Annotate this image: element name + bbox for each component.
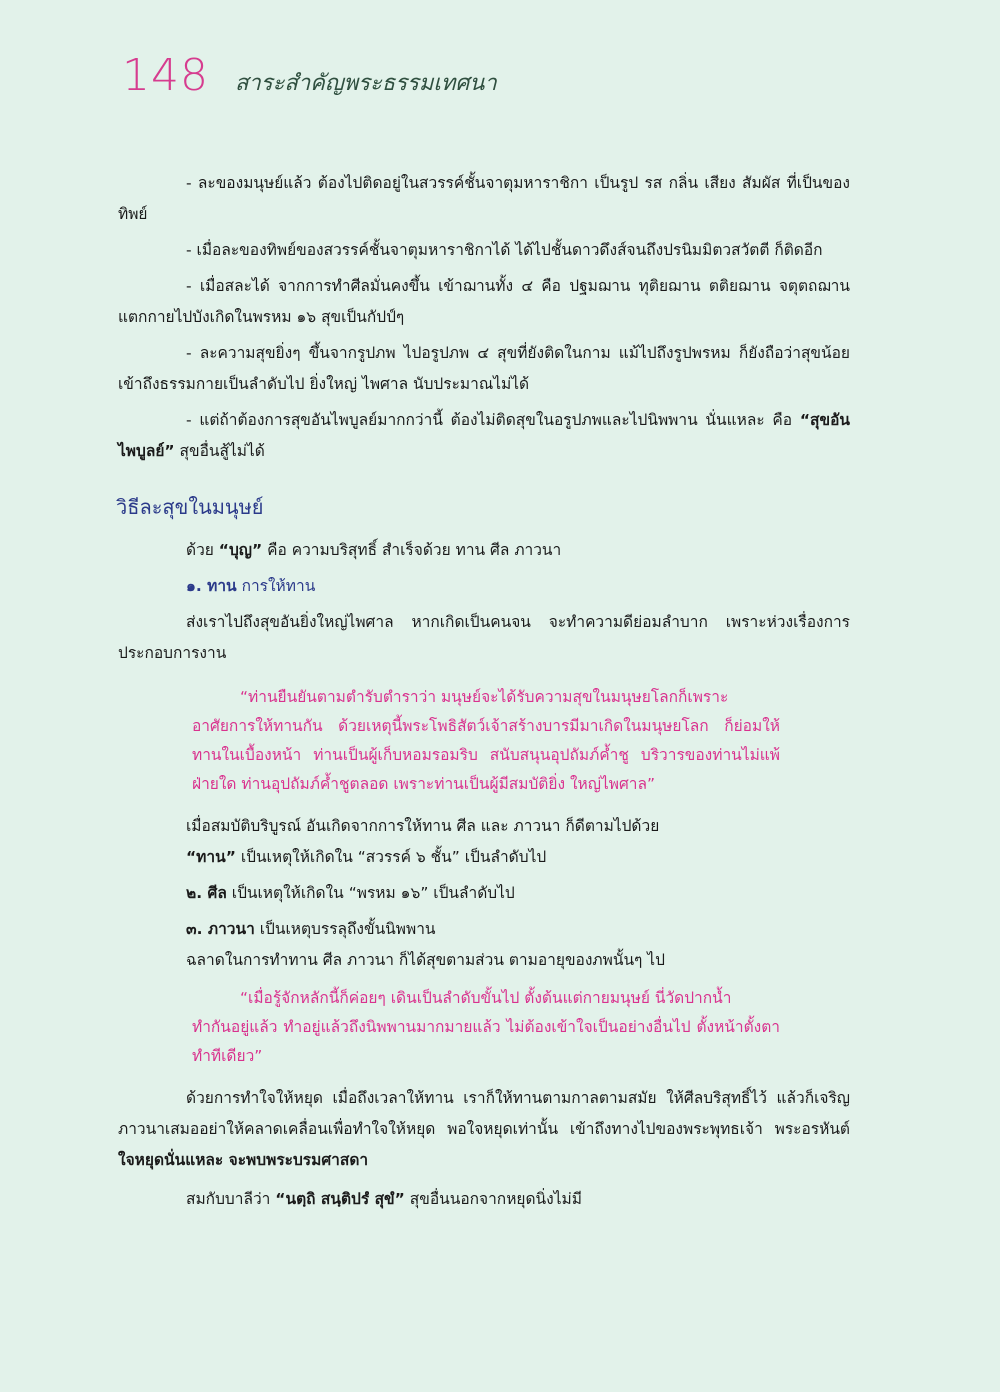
book-title: สาระสำคัญพระธรรมเทศนา (234, 71, 497, 96)
pali-quote: “นตฺถิ สนฺติปรํ สุขํ” (275, 1190, 405, 1208)
item-2 (118, 878, 850, 909)
item-2-text: เป็นเหตุให้เกิดใน “พรหม ๑๖” เป็นลำดับไป (226, 884, 515, 902)
quote-1 (192, 683, 780, 799)
item-2-label: ๒. ศีล (186, 884, 227, 902)
final-tail: สุขอื่นนอกจากหยุดนิ่งไม่มี (404, 1190, 582, 1208)
intro-tail: คือ ความบริสุทธิ์ สำเร็จด้วย ทาน ศีล ภาวนา (262, 541, 562, 559)
final-paragraph (118, 1184, 850, 1215)
dana-result-text: เป็นเหตุให้เกิดใน “สวรรค์ ๖ ชั้น” เป็นลำดับไป (235, 848, 547, 866)
dana-label: “ทาน” (186, 848, 236, 866)
intro-text: ด้วย (186, 541, 219, 559)
paragraph-3: - เมื่อสละได้ จากการทำศีลมั่นคงขึ้น เข้าฌานทั้ง ๔ คือ ปฐมฌาน ทุติยฌาน ตติยฌาน จตุตถฌาน แตกกายไปบังเกิดในพรหม ๑๖ สุขเป็นกัปป์ๆ (118, 277, 850, 326)
item-3-text: เป็นเหตุบรรลุถึงขั้นนิพพาน (254, 920, 436, 938)
paragraph-5-text: - แต่ถ้าต้องการสุขอันไพบูลย์มากกว่านี้ ต้องไม่ติดสุขในอรูปภพและไปนิพพาน นั่นแหละ คือ (186, 411, 793, 429)
quote-1-body: อาศัยการให้ทานกัน ด้วยเหตุนี้พระโพธิสัตว์เจ้าสร้างบารมีมาเกิดในมนุษยโลก ก็ย่อมให้ทานในเบื้องหน้า ท่านเป็นผู้เก็บหอมรอมริบ สนับสนุนอุปถัมภ์ค้ำชู บริวารของท่านไม่แพ้ฝ่ายใด ท่านอุปถัมภ์ค้ำชูตลอด เพราะท่านเป็นผู้มีสมบัติยิ่ง ใหญ่ไพศาล” (192, 717, 780, 793)
item-1-description: ส่งเราไปถึงสุขอันยิ่งใหญ่ไพศาล หากเกิดเป็นคนจน จะทำความดีย่อมลำบาก เพราะห่วงเรื่องการประกอบการงาน (118, 613, 850, 662)
paragraph-1: - ละของมนุษย์แล้ว ต้องไปติดอยู่ในสวรรค์ชั้นจาตุมหาราชิกา เป็นรูป รส กลิ่น เสียง สัมผัส ที่เป็นของทิพย์ (118, 174, 850, 223)
section-title: วิธีละสุขในมนุษย์ (116, 495, 264, 519)
item-1-title: การให้ทาน (236, 577, 316, 595)
dana-result (118, 842, 850, 873)
intro-emphasis: “บุญ” (218, 541, 263, 559)
item-3-description: ฉลาดในการทำทาน ศีล ภาวนา ก็ได้สุขตามส่วน ตามอายุของภพนั้นๆ ไป (186, 951, 665, 969)
paragraph-5-emphasis: “สุขอันไพบูลย์” (118, 411, 850, 460)
paragraph-2: - เมื่อละของทิพย์ของสวรรค์ชั้นจาตุมหาราชิกาได้ ได้ไปชั้นดาวดึงส์จนถึงปรนิมมิตวสวัตตี ก็ติดอีก (186, 241, 823, 259)
closing-emphasis: ใจหยุดนั่นแหละ จะพบพระบรมศาสดา (118, 1151, 369, 1169)
item-3-label: ๓. ภาวนา (186, 920, 255, 938)
item-1-label: ๑. ทาน (186, 577, 237, 595)
page-body (118, 168, 850, 1215)
page-number: 148 (122, 50, 209, 101)
paragraph-5 (118, 405, 850, 467)
closing-text: ด้วยการทำใจให้หยุด เมื่อถึงเวลาให้ทาน เราก็ให้ทานตามกาลตามสมัย ให้ศีลบริสุทธิ์ไว้ แล้วก็เจริญภาวนาเสมออย่าให้คลาดเคลื่อนเพื่อทำใจให้หยุด พอใจหยุดเท่านั้น เข้าถึงทางไปของพระพุทธเจ้า พระอรหันต์ (118, 1089, 850, 1138)
quote-2 (192, 984, 780, 1071)
final-text: สมกับบาลีว่า (186, 1190, 276, 1208)
quote-2-first-line: “เมื่อรู้จักหลักนี้ก็ค่อยๆ เดินเป็นลำดับขั้นไป ตั้งต้นแต่กายมนุษย์ นี่วัดปากน้ำ (240, 989, 732, 1007)
item-1-heading (118, 571, 850, 602)
quote-2-body: ทำกันอยู่แล้ว ทำอยู่แล้วถึงนิพพานมากมายแล้ว ไม่ต้องเข้าใจเป็นอย่างอื่นไป ตั้งหน้าตั้งตาทำทีเดียว” (192, 1018, 780, 1065)
page-header (122, 50, 497, 101)
paragraph-5-tail: สุขอื่นสู้ไม่ได้ (174, 442, 265, 460)
closing-paragraph (118, 1083, 850, 1176)
quote-1-first-line: “ท่านยืนยันตามตำรับตำราว่า มนุษย์จะได้รับความสุขในมนุษยโลกก็เพราะ (240, 688, 729, 706)
section-intro (118, 535, 850, 566)
item-3 (118, 914, 850, 945)
after-quote-1: เมื่อสมบัติบริบูรณ์ อันเกิดจากการให้ทาน ศีล และ ภาวนา ก็ดีตามไปด้วย (186, 817, 660, 835)
paragraph-4: - ละความสุขยิ่งๆ ขึ้นจากรูปภพ ไปอรูปภพ ๔ สุขที่ยังติดในกาม แม้ไปถึงรูปพรหม ก็ยังถือว่าสุขน้อย เข้าถึงธรรมกายเป็นลำดับไป ยิ่งใหญ่ ไพศาล นับประมาณไม่ได้ (118, 344, 850, 393)
